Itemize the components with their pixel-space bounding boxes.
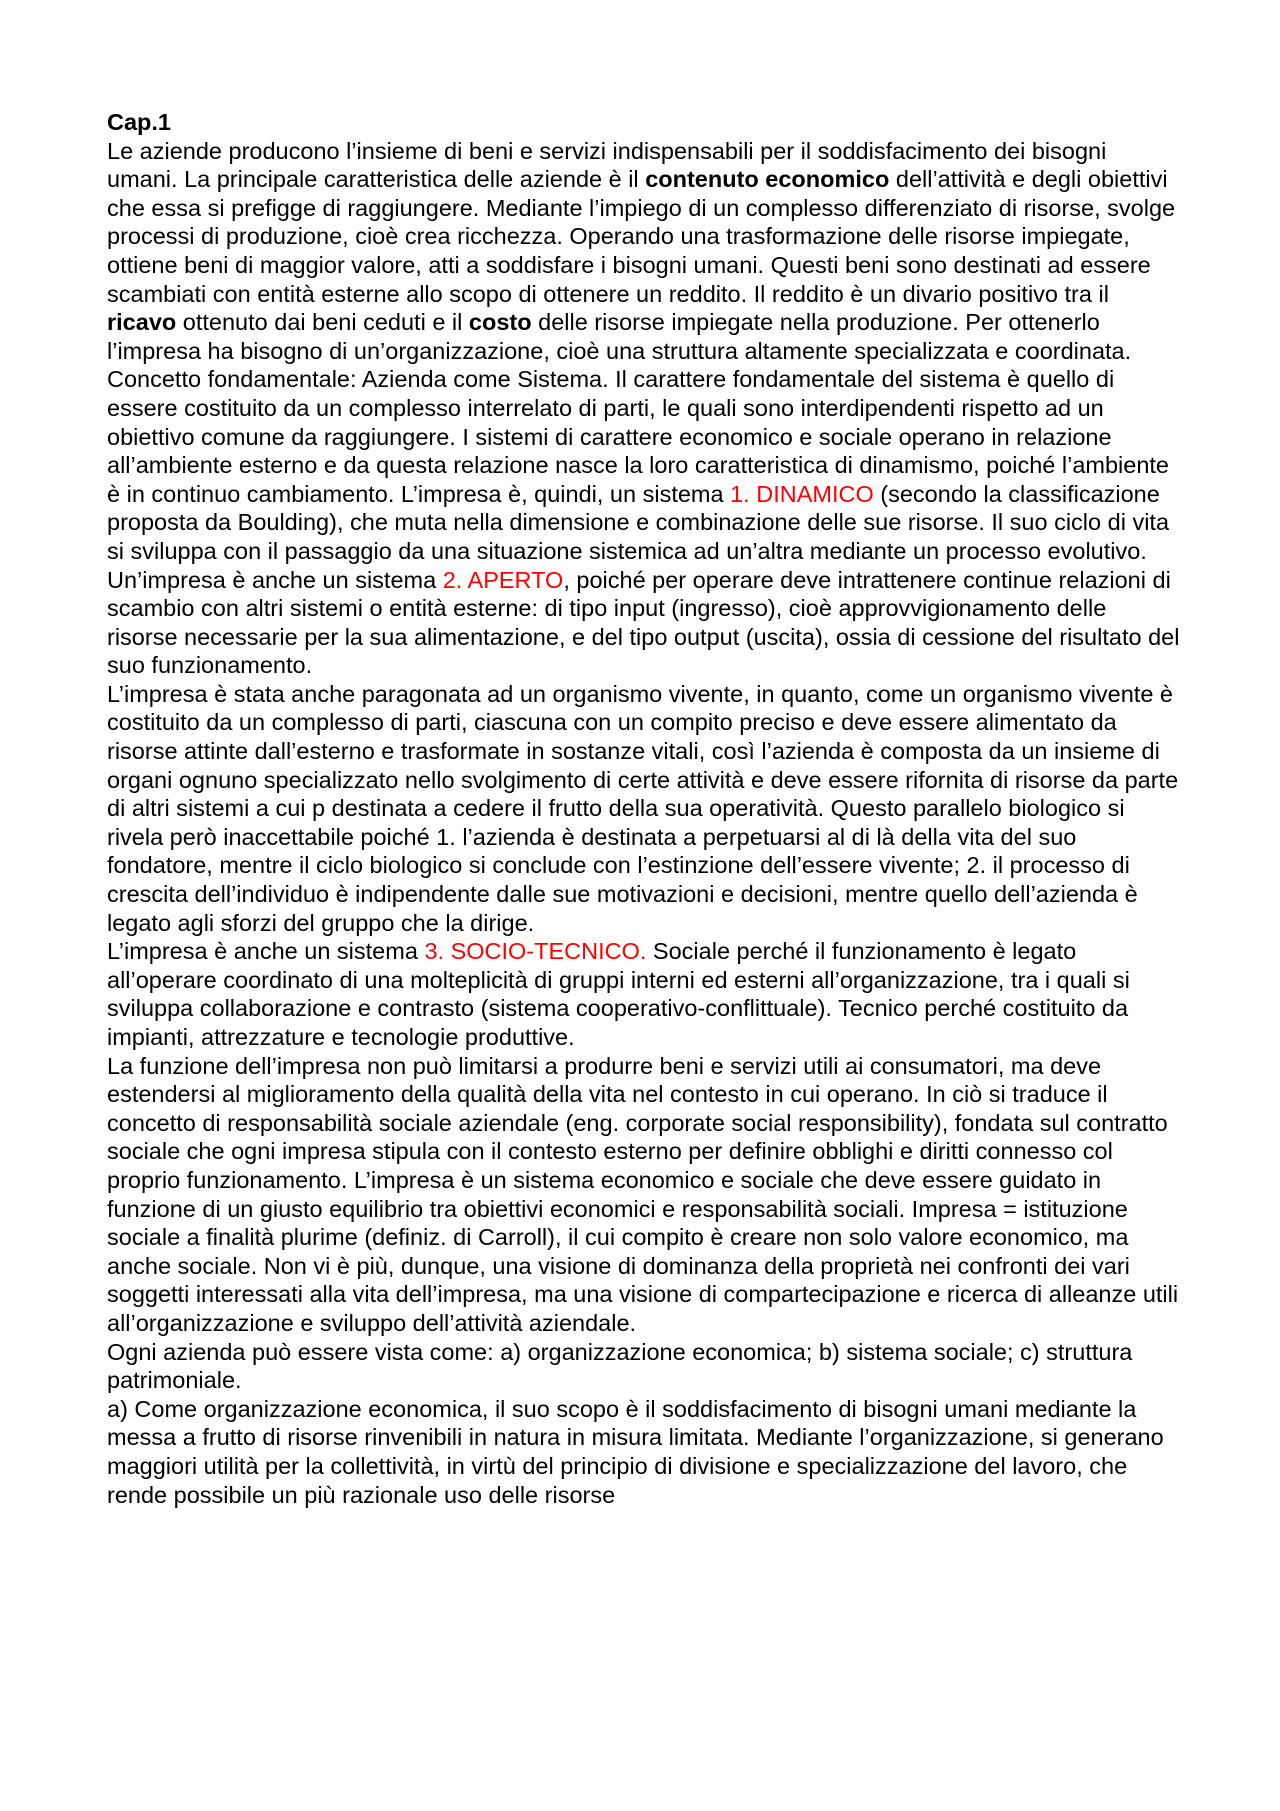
paragraph xyxy=(107,365,1182,680)
text-run: Concetto fondamentale: Azienda come Sistema. Il carattere fondamentale del sistema è quello di essere costituito da un complesso interrelato di parti, le quali sono interdipendenti rispetto ad un obiettivo comune da raggiungere. I sistemi di carattere economico e sociale operano in relazione all’ambiente esterno e da questa relazione nasce la loro caratteristica di dinamismo, poiché l’ambiente è in continuo cambiamento. L’impresa è, quindi, un sistema xyxy=(107,366,1169,507)
chapter-heading: Cap.1 xyxy=(107,109,171,135)
paragraph xyxy=(107,1395,1182,1509)
text-run: L’impresa è stata anche paragonata ad un organismo vivente, in quanto, come un organismo vivente è costituito da un complesso di parti, ciascuna con un compito preciso e deve essere alimentato da risorse attinte dall’esterno e trasformate in sostanze vitali, così l’azienda è composta da un insieme di organi ognuno specializzato nello svolgimento di certe attività e deve essere rifornita di risorse da parte di altri sistemi a cui p destinata a cedere il frutto della sua operatività. Questo parallelo biologico si rivela però inaccettabile poiché 1. l’azienda è destinata a perpetuarsi al di là della vita del suo fondatore, mentre il ciclo biologico si conclude con l’estinzione dell’essere vivente; 2. il processo di crescita dell’individuo è indipendente dalle sue motivazioni e decisioni, mentre quello dell’azienda è legato agli sforzi del gruppo che la dirige. xyxy=(107,680,1179,936)
paragraph xyxy=(107,680,1182,937)
bold-term: ricavo xyxy=(107,309,177,336)
text-run: , poiché per operare deve intrattenere continue relazioni di scambio con altri sistemi o entità esterne: di tipo input (ingresso), cioè approvvigionamento delle risorse necessarie per la sua alimentazione, e del tipo output (uscita), ossia di cessione del risultato del suo funzionamento. xyxy=(107,566,1180,679)
highlighted-term: 3. SOCIO-TECNICO. xyxy=(424,938,647,965)
text-run: Sociale perché il funzionamento è legato all’operare coordinato di una molteplicità di gruppi interni ed esterni all’organizzazione, tra i quali si sviluppa collaborazione e contrasto (sistema cooperativo-conflittuale). Tecnico perché costituito da impianti, attrezzature e tecnologie produttive. xyxy=(107,938,1130,1050)
text-run: La funzione dell’impresa non può limitarsi a produrre beni e servizi utili ai consumatori, ma deve estendersi al miglioramento della qualità della vita nel contesto in cui operano. In ciò si traduce il concetto di responsabilità sociale aziendale (eng. corporate social responsibility), fondata sul contratto sociale che ogni impresa stipula con il contesto esterno per definire obblighi e diritti connesso col proprio funzionamento. L’impresa è un sistema economico e sociale che deve essere guidato in funzione di un giusto equilibrio tra obiettivi economici e responsabilità sociali. Impresa = istituzione sociale a finalità plurime (definiz. di Carroll), il cui compito è creare non solo valore economico, ma anche sociale. Non vi è più, dunque, una visione di dominanza della proprietà nei confronti dei vari soggetti interessati alla vita dell’impresa, ma una visione di compartecipazione e ricerca di alleanze utili all’organizzazione e sviluppo dell’attività aziendale. xyxy=(107,1052,1179,1336)
bold-term: costo xyxy=(468,309,532,336)
highlighted-term: 2. APERTO xyxy=(442,566,564,593)
text-run: Le aziende producono l’insieme di beni e servizi indispensabili per il soddisfacimento dei bisogni umani. La principale caratteristica delle aziende è il xyxy=(107,137,1107,193)
text-run: dell’attività e degli obiettivi che essa si prefigge di raggiungere. Mediante l’impiego di un complesso differenziato di risorse, svolge processi di produzione, cioè crea ricchezza. Operando una trasformazione delle risorse impiegate, ottiene beni di maggior valore, atti a soddisfare i bisogni umani. Questi beni sono destinati ad essere scambiati con entità esterne allo scopo di ottenere un reddito. Il reddito è un divario positivo tra il xyxy=(107,166,1176,307)
paragraph xyxy=(107,1338,1182,1395)
text-run: delle risorse impiegate nella produzione. Per ottenerlo l’impresa ha bisogno di un’organizzazione, cioè una struttura altamente specializzata e coordinata. xyxy=(107,309,1132,364)
text-run: Ogni azienda può essere vista come: a) organizzazione economica; b) sistema sociale; c) struttura patrimoniale. xyxy=(107,1338,1133,1394)
text-run: a) Come organizzazione economica, il suo scopo è il soddisfacimento di bisogni umani mediante la messa a frutto di risorse rinvenibili in natura in misura limitata. Mediante l’organizzazione, si generano maggiori utilità per la collettività, in virtù del principio di divisione e specializzazione del lavoro, che rende possibile un più razionale uso delle risorse xyxy=(107,1395,1164,1508)
paragraph xyxy=(107,137,1182,366)
bold-term: contenuto economico xyxy=(645,166,890,193)
document-body xyxy=(107,137,1182,1510)
text-run: ottenuto dai beni ceduti e il xyxy=(176,309,469,336)
highlighted-term: 1. DINAMICO xyxy=(730,480,874,507)
text-run: L’impresa è anche un sistema xyxy=(107,938,425,965)
paragraph xyxy=(107,1052,1182,1338)
document-page xyxy=(107,108,1182,1509)
paragraph xyxy=(107,937,1182,1051)
text-run: (secondo la classificazione proposta da Boulding), che muta nella dimensione e combinazione delle sue risorse. Il suo ciclo di vita si sviluppa con il passaggio da una situazione sistemica ad un’altra mediante un processo evolutivo. Un’impresa è anche un sistema xyxy=(107,480,1170,593)
